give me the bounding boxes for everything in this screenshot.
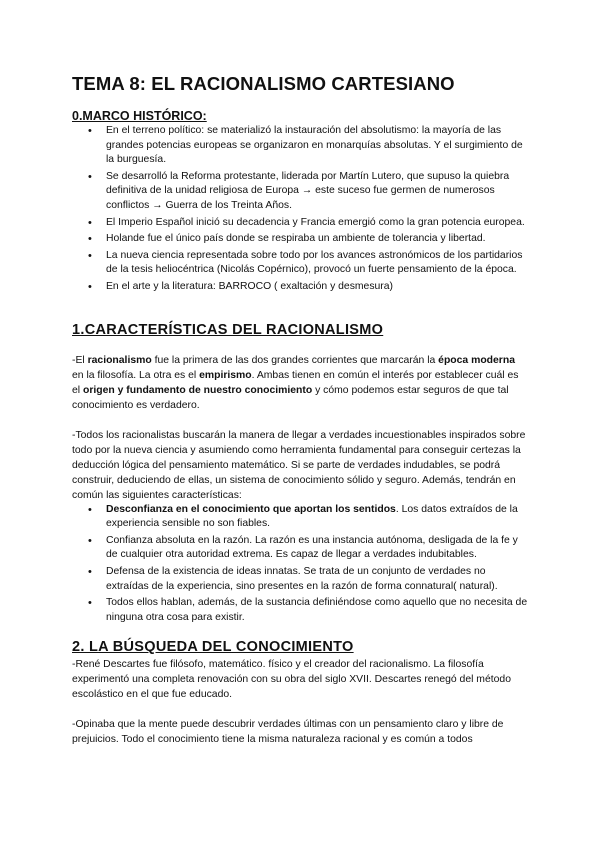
section-0-heading: 0.MARCO HISTÓRICO:: [72, 109, 207, 123]
section-1-paragraph-2: -Todos los racionalistas buscarán la manera de llegar a verdades incuestionables inspirados sobre todo por la nueva ciencia y asumiendo como herramienta fundamental para conseguir certezas la deducción lógica del pensamiento matemático. Si se parte de verdades indudables, se podrá construir, deduciendo de ellas, un sistema de conocimiento sólido y seguro. Además, tendrán en común las siguientes características:: [72, 429, 526, 501]
list-item: • Todos ellos hablan, además, de la sustancia definiéndose como aquello que no necesita de ninguna otra cosa para existir.: [106, 596, 528, 625]
section-2-heading: 2. LA BÚSQUEDA DEL CONOCIMIENTO: [72, 639, 354, 656]
list-item: • Se desarrolló la Reforma protestante, liderada por Martín Lutero, que supuso la quiebra definitiva de la unidad religiosa de Europa → este suceso fue germen de numerosos conflictos → Guerra de los Treinta Años.: [106, 170, 528, 214]
list-item: • Desconfianza en el conocimiento que aportan los sentidos. Los datos extraídos de la experiencia sensible no son fiables.: [106, 503, 528, 532]
section-1-bullet-list: [72, 503, 528, 626]
section-0-bullet-list: [72, 124, 528, 295]
section-1-paragraph-1: -El racionalismo fue la primera de las dos grandes corrientes que marcarán la época moderna en la filosofía. La otra es el empirismo. Ambas tienen en común el interés por establecer cuál es el origen y fundamento de nuestro conocimiento y cómo podemos estar seguros de que tal conocimiento es verdadero.: [72, 354, 519, 411]
list-item: • En el terreno político: se materializó la instauración del absolutismo: la mayoría de las grandes potencias europeas se organizaron en monarquías absolutas. Y el surgimiento de la burguesía.: [106, 124, 528, 168]
section-2-paragraph-1: -René Descartes fue filósofo, matemático. físico y el creador del racionalismo. La filosofía experimentó una completa renovación con su obra del siglo XVII. Descartes renegó del método escolástico en el que fue educado.: [72, 659, 511, 701]
section-2-paragraph-2: -Opinaba que la mente puede descubrir verdades últimas con un pensamiento claro y libre de prejuicios. Todo el conocimiento tiene la misma naturaleza racional y es común a todos: [72, 719, 504, 746]
list-item: • Holande fue el único país donde se respiraba un ambiente de tolerancia y libertad.: [106, 232, 528, 247]
list-item: • Confianza absoluta en la razón. La razón es una instancia autónoma, desligada de la fe y de cualquier otra autoridad extrema. Es capaz de llegar a verdades indubitables.: [106, 534, 528, 563]
section-1-heading: 1.CARACTERÍSTICAS DEL RACIONALISMO: [72, 321, 384, 338]
list-item: • El Imperio Español inició su decadencia y Francia emergió como la gran potencia europea.: [106, 216, 528, 231]
list-item: • La nueva ciencia representada sobre todo por los avances astronómicos de los partidarios de la tesis heliocéntrica (Nicolás Copérnico), provocó un fuerte pensamiento de la época.: [106, 249, 528, 278]
document-title: TEMA 8: EL RACIONALISMO CARTESIANO: [72, 73, 455, 94]
list-item: • Defensa de la existencia de ideas innatas. Se trata de un conjunto de verdades no extraídas de la experiencia, sino presentes en la razón de forma connatural( natural).: [106, 565, 528, 594]
list-item: • En el arte y la literatura: BARROCO ( exaltación y desmesura): [106, 280, 528, 295]
